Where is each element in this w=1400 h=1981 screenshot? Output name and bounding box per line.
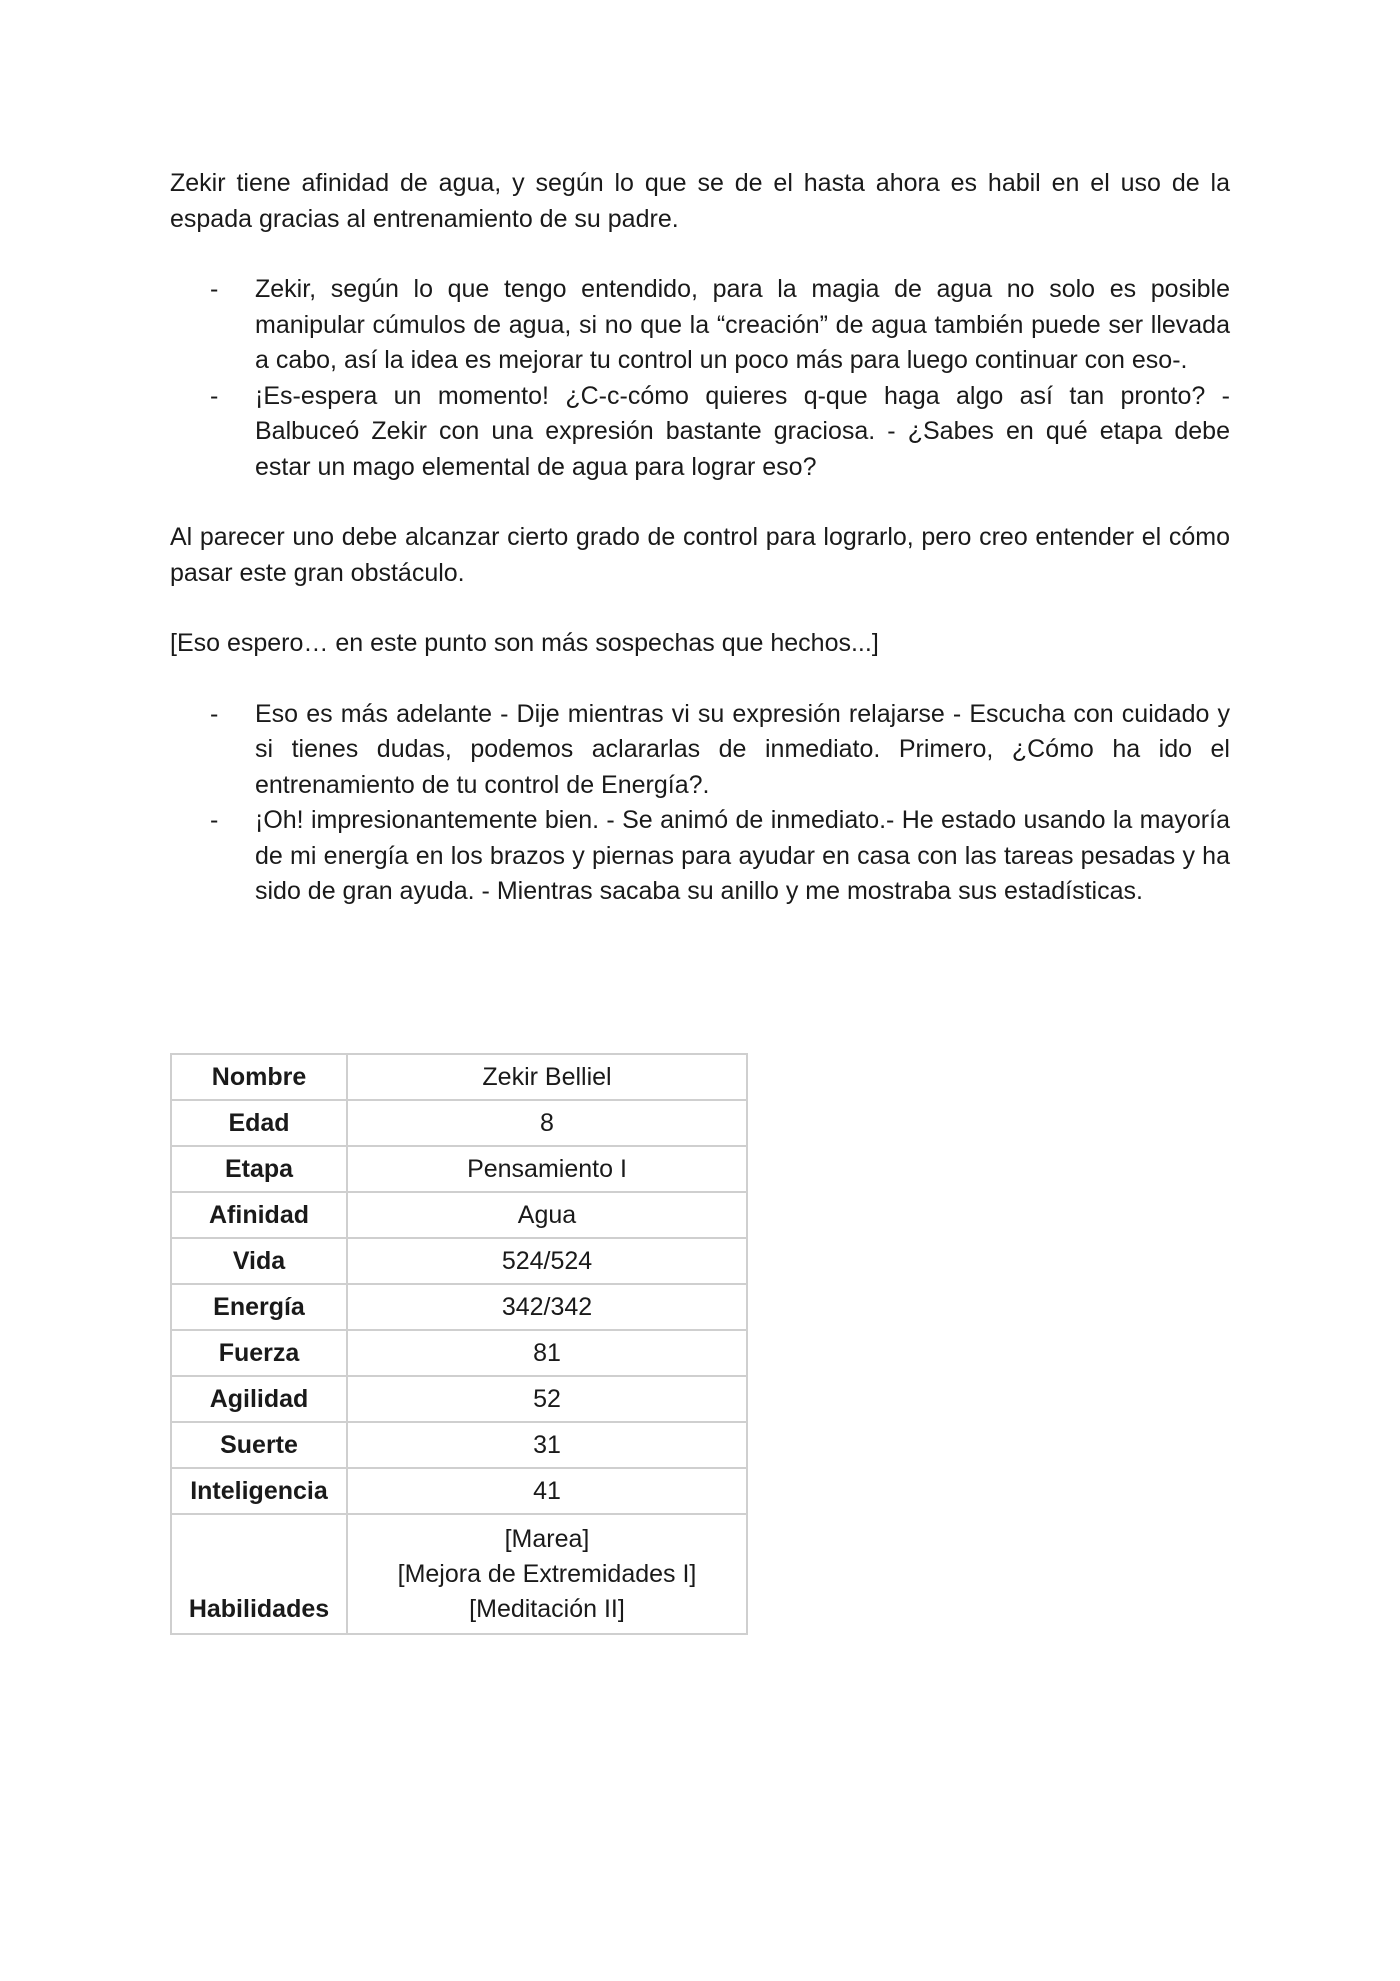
stat-label: Afinidad (171, 1192, 347, 1238)
table-row (171, 1468, 747, 1514)
table-row (171, 1284, 747, 1330)
stat-label: Energía (171, 1284, 347, 1330)
dialogue-dash: - (210, 381, 219, 410)
paragraph-narration: Al parecer uno debe alcanzar cierto grado de control para lograrlo, pero creo entender el cómo pasar este gran obstáculo. (170, 523, 1230, 587)
paragraph-intro: Zekir tiene afinidad de agua, y según lo que se de el hasta ahora es habil en el uso de la espada gracias al entrenamiento de su padre. (170, 169, 1230, 233)
stats-table (170, 1053, 748, 1635)
paragraph-spacer (170, 591, 1230, 626)
stat-value: 52 (347, 1376, 747, 1422)
paragraph-thought: [Eso espero… en este punto son más sospechas que hechos...] (170, 629, 879, 657)
table-row (171, 1330, 747, 1376)
dialogue-line (170, 803, 1230, 910)
dialogue-line (170, 272, 1230, 379)
table-row-skills (171, 1514, 747, 1634)
stat-value: 31 (347, 1422, 747, 1468)
stat-value: Agua (347, 1192, 747, 1238)
table-row (171, 1376, 747, 1422)
stat-label: Agilidad (171, 1376, 347, 1422)
table-row (171, 1054, 747, 1100)
dialogue-dash: - (210, 699, 219, 728)
table-row (171, 1146, 747, 1192)
skills-list (347, 1514, 747, 1634)
stat-label: Nombre (171, 1054, 347, 1100)
dialogue-line (170, 697, 1230, 804)
stat-label: Fuerza (171, 1330, 347, 1376)
dialogue-list-2 (170, 697, 1230, 910)
dialogue-text: ¡Oh! impresionantemente bien. - Se animó de inmediato.- He estado usando la mayoría de mi energía en los brazos y piernas para ayudar en casa con las tareas pesadas y ha sido de gran ayuda. - Mientras sacaba su anillo y me mostraba sus estadísticas. (255, 806, 1230, 905)
stat-label: Etapa (171, 1146, 347, 1192)
table-row (171, 1238, 747, 1284)
dialogue-text: Eso es más adelante - Dije mientras vi su expresión relajarse - Escucha con cuidado y si tienes dudas, podemos aclararlas de inmediato. Primero, ¿Cómo ha ido el entrenamiento de tu control de Energía?. (255, 699, 1230, 799)
stat-value: 81 (347, 1330, 747, 1376)
skill-item: [Marea] (504, 1524, 590, 1553)
skill-item: [Meditación II] (469, 1594, 625, 1623)
dialogue-line (170, 379, 1230, 486)
dialogue-list-1 (170, 272, 1230, 485)
stat-label: Suerte (171, 1422, 347, 1468)
stat-value: 8 (347, 1100, 747, 1146)
dialogue-dash: - (210, 275, 219, 303)
table-row (171, 1422, 747, 1468)
skill-item: [Mejora de Extremidades I] (397, 1559, 697, 1588)
paragraph-spacer (170, 662, 1230, 697)
stat-value: 524/524 (347, 1238, 747, 1284)
stat-value: Pensamiento I (347, 1146, 747, 1192)
stat-label: Edad (171, 1100, 347, 1146)
table-row (171, 1100, 747, 1146)
stat-label: Inteligencia (171, 1468, 347, 1514)
dialogue-text: ¡Es-espera un momento! ¿C-c-cómo quieres q-que haga algo así tan pronto? - Balbuceó Zekir con una expresión bastante graciosa. - ¿Sabes en qué etapa debe estar un mago elemental de agua para lograr eso? (255, 381, 1230, 481)
stat-label: Vida (171, 1238, 347, 1284)
stat-value: Zekir Belliel (347, 1054, 747, 1100)
skills-label: Habilidades (171, 1514, 347, 1634)
document-body (170, 166, 1230, 910)
dialogue-dash: - (210, 806, 219, 834)
stat-value: 41 (347, 1468, 747, 1514)
paragraph-spacer (170, 485, 1230, 520)
paragraph-spacer (170, 237, 1230, 272)
table-row (171, 1192, 747, 1238)
dialogue-text: Zekir, según lo que tengo entendido, para la magia de agua no solo es posible manipular cúmulos de agua, si no que la “creación” de agua también puede ser llevada a cabo, así la idea es mejorar tu control un poco más para luego continuar con eso-. (255, 275, 1230, 374)
stat-value: 342/342 (347, 1284, 747, 1330)
